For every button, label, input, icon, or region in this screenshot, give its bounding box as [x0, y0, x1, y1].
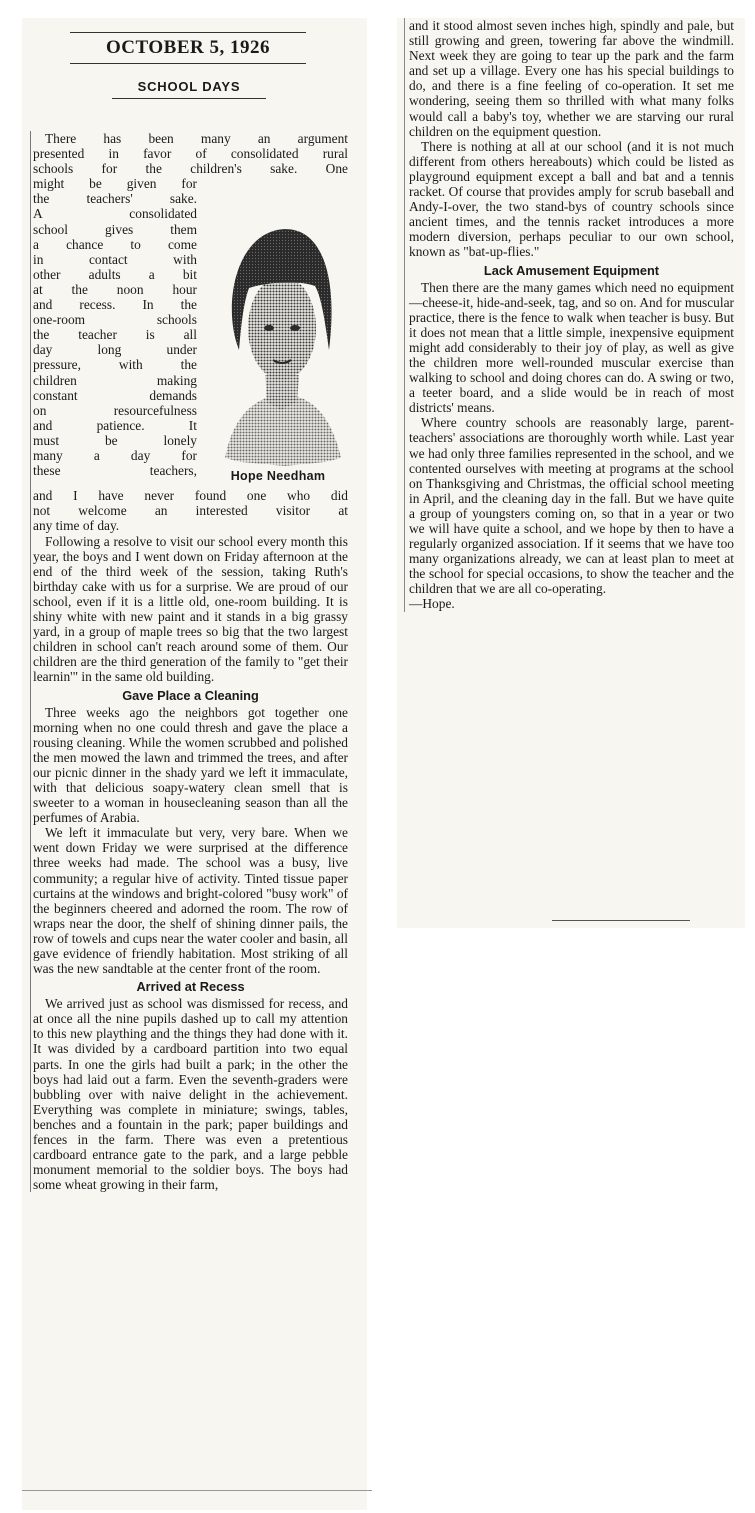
paragraph: Then there are the many games which need no equipment—cheese-it, hide-and-seek, tag, and so on. And for muscular practice, there is the fence to walk when teacher is busy. But it does not mean that a little simple, inexpensive equipment might add considerably to their joy of play, as well as give the children more well-rounded muscular exercise than walking to school and doing chores can do. A swing or two, a teeter board, and a slide would be in reach of most districts' means. — [409, 279, 734, 416]
text-line: pressure, with the — [33, 357, 197, 373]
dateline: OCTOBER 5, 1926 — [70, 32, 306, 64]
text-line: one-room schools — [33, 312, 197, 328]
text-line: and patience. It — [33, 417, 197, 433]
text-line: presented in favor of consolidated rural — [33, 146, 348, 162]
subheading: Lack Amusement Equipment — [483, 262, 660, 278]
section-heading: SCHOOL DAYS — [112, 76, 266, 99]
portrait-figure — [203, 178, 348, 486]
paragraph-intro-top — [33, 131, 348, 176]
text-line: on resourcefulness — [33, 402, 197, 418]
text-line: might be given for — [33, 176, 197, 192]
text-line: children making — [33, 372, 197, 388]
text-line: A consolidated — [33, 206, 197, 222]
text-line: in contact with — [33, 251, 197, 267]
paragraph: and it stood almost seven inches high, spindly and pale, but still growing and green, towering far above the windmill. Next week they are going to tear up the park and the farm and set up a village. Every one has his special buildings to do, and there is a fine feeling of co-operation. It set me wondering, seeing them so thrilled with what many folks would call a baby's toy, whether we are starving our rural children on the equipment question. — [409, 18, 734, 139]
text-line: must be lonely — [33, 432, 197, 448]
paragraph: Where country schools are reasonably large, parent-teachers' associations are thoroughly worth while. Last year we had only three families represented in the school, and we contented ourselves with meeting at programs at the school on Thanksgiving and Christmas, the official school meeting in April, and the cleaning day in the fall. But we have quite a group of youngsters coming on, so that in a year or two we will have quite a school, and we hope by then to have a regularly organized association. If it seems that we have too many organizations already, we can at least plan to meet at the school for special occasions, to show the teacher and the children that we are all co-operating. — [409, 415, 734, 597]
paragraph-intro-tail — [33, 488, 348, 533]
portrait-photo — [215, 200, 347, 470]
text-line: the teacher is all — [33, 327, 197, 343]
text-line: not welcome an interested visitor at — [33, 503, 348, 519]
portrait-caption: Hope Needham — [230, 469, 326, 484]
text-line: a chance to come — [33, 236, 197, 252]
paragraph: There is nothing at all at our school (and it is not much different from others hereabouts) which could be listed as playground equipment except a ball and bat and a tennis racket. Of course that provides amply for scrub baseball and Andy-I-over, the two stand-bys of country schools since ancient times, and the tennis racket introduces a more modern diversion, perhaps peculiar to our own school, known as "bat-up-flies." — [409, 138, 734, 260]
text-line: the teachers' sake. — [33, 191, 197, 207]
text-line: other adults a bit — [33, 266, 197, 282]
text-line: at the noon hour — [33, 281, 197, 297]
text-line: There has been many an argument — [45, 131, 348, 146]
paragraph: We arrived just as school was dismissed for recess, and at once all the nine pupils dashed up to call my attention to this new plaything and the things they had done with it. It was divided by a cardboard partition into two equal parts. In one the girls had built a park; in the other the boys had laid out a farm. Even the seventh-graders were bubbling over with naive delight in the achievement. Everything was complete in miniature; swings, tables, benches and a fountain in the park; paper buildings and fences in the farm. There was even a pretentious cardboard entrance gate to the park, and a large pebble monument memorial to the soldier boys. The boys had some wheat growing in their farm, — [33, 996, 348, 1193]
signature: —Hope. — [409, 596, 455, 612]
end-rule — [552, 920, 690, 921]
subheading: Gave Place a Cleaning — [122, 687, 259, 703]
article-column-right — [404, 18, 734, 612]
text-line: and recess. In the — [33, 297, 197, 313]
paragraph: Three weeks ago the neighbors got together one morning when no one could thresh and gave the place a rousing cleaning. While the women scrubbed and polished the men mowed the lawn and trimmed the trees, and after our picnic dinner in the shady yard we left it immaculate, with that delicious soapy-watery clean smell that is sweeter to a woman in housecleaning season than all the perfumes of Arabia. — [33, 704, 348, 826]
text-line: constant demands — [33, 387, 197, 403]
text-line: schools for the children's sake. One — [33, 161, 348, 177]
column-bottom-edge — [22, 1490, 372, 1491]
text-line: and I have never found one who did — [33, 488, 348, 504]
subheading: Arrived at Recess — [136, 979, 245, 995]
text-line: day long under — [33, 342, 197, 358]
text-line: these teachers, — [33, 463, 197, 479]
text-line: school gives them — [33, 221, 197, 237]
text-line: any time of day. — [33, 518, 120, 534]
paragraph: Following a resolve to visit our school every month this year, the boys and I went down on Friday afternoon at the end of the third week of the session, taking Ruth's birthday cake with us for a surprise. We are proud of our school, even if it is a little old, one-room building. It is shiny white with new paint and it stands in a big grassy yard, in a group of maple trees so big that the two largest children in school can't reach around some of them. Our children are the third generation of the family to "get their learnin'" in the same old building. — [33, 533, 348, 685]
article-column-left — [30, 131, 348, 1192]
paragraph: We left it immaculate but very, very bare. When we went down Friday we were surprised at the difference three weeks had made. The school was a busy, live community; a regular hive of activity. Tinted tissue paper curtains at the windows and bright-colored "busy work" of the beginners cheered and adorned the room. The row of wraps near the door, the shelf of shining dinner pails, the row of towels and cups near the water cooler and basin, all gave evidence of friendly habitation. Most striking of all was the new sandtable at the center front of the room. — [33, 825, 348, 977]
text-line: many a day for — [33, 447, 197, 463]
